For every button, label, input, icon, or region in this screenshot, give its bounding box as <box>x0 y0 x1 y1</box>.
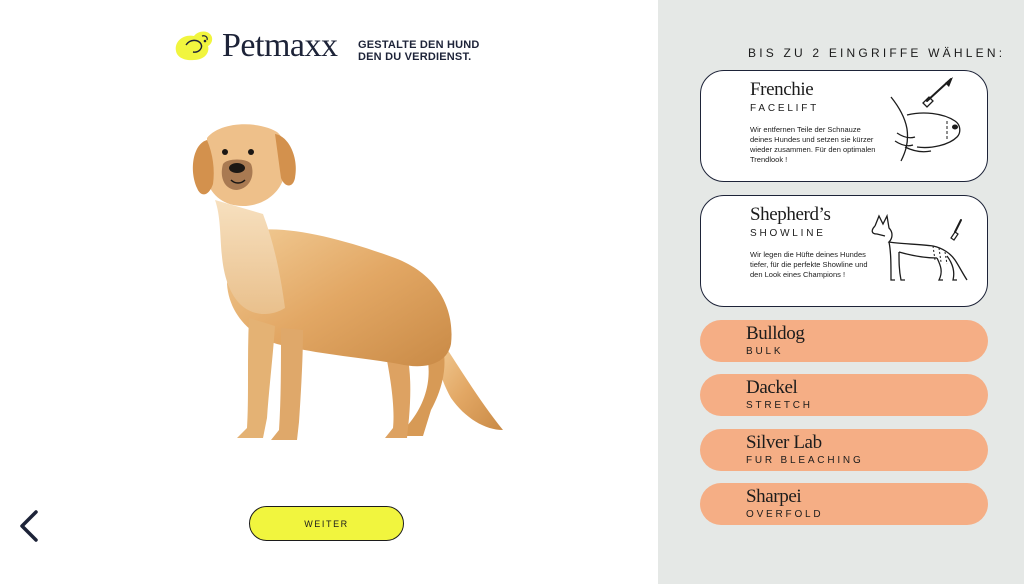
option-name: Sharpei <box>746 486 802 507</box>
option-subtitle: SHOWLINE <box>750 228 826 239</box>
back-button[interactable] <box>14 506 46 546</box>
option-description: Wir entfernen Teile der Schnauze deines Hundes und setzen sie kürzer wieder zusammen. Für den optimalen Trendlook ! <box>750 125 876 164</box>
option-subtitle: OVERFOLD <box>746 509 824 520</box>
tagline-line-1: GESTALTE DEN HUND <box>358 39 480 51</box>
option-name: Shepherd’s <box>750 204 831 225</box>
continue-button[interactable]: WEITER <box>249 506 404 541</box>
option-frenchie-card[interactable] <box>700 70 988 182</box>
scalpel-snout-icon <box>887 77 967 167</box>
option-bulldog[interactable] <box>700 320 988 362</box>
option-description: Wir legen die Hüfte deines Hundes tiefer, für die perfekte Showline und den Look eines Champions ! <box>750 250 868 279</box>
option-subtitle: STRETCH <box>746 400 813 411</box>
option-shepherds-card[interactable] <box>700 195 988 307</box>
chevron-left-icon <box>22 512 36 540</box>
brand-name: Petmaxx <box>222 27 338 64</box>
panel-heading: BIS ZU 2 EINGRIFFE WÄHLEN: <box>748 46 1006 60</box>
option-subtitle: BULK <box>746 346 784 357</box>
tagline-line-2: DEN DU VERDIENST. <box>358 51 472 63</box>
option-name: Silver Lab <box>746 432 822 453</box>
option-silver-lab[interactable] <box>700 429 988 471</box>
option-name: Frenchie <box>750 79 814 100</box>
option-sharpei[interactable] <box>700 483 988 525</box>
option-name: Dackel <box>746 377 798 398</box>
option-name: Bulldog <box>746 323 805 344</box>
option-dackel[interactable] <box>700 374 988 416</box>
option-subtitle: FUR BLEACHING <box>746 455 864 466</box>
brand-tagline <box>358 39 480 63</box>
dog-image <box>185 118 505 453</box>
logo-mark-icon <box>172 29 216 63</box>
option-subtitle: FACELIFT <box>750 103 820 114</box>
brand-logo <box>172 28 337 64</box>
shepherd-dog-icon <box>869 208 969 288</box>
